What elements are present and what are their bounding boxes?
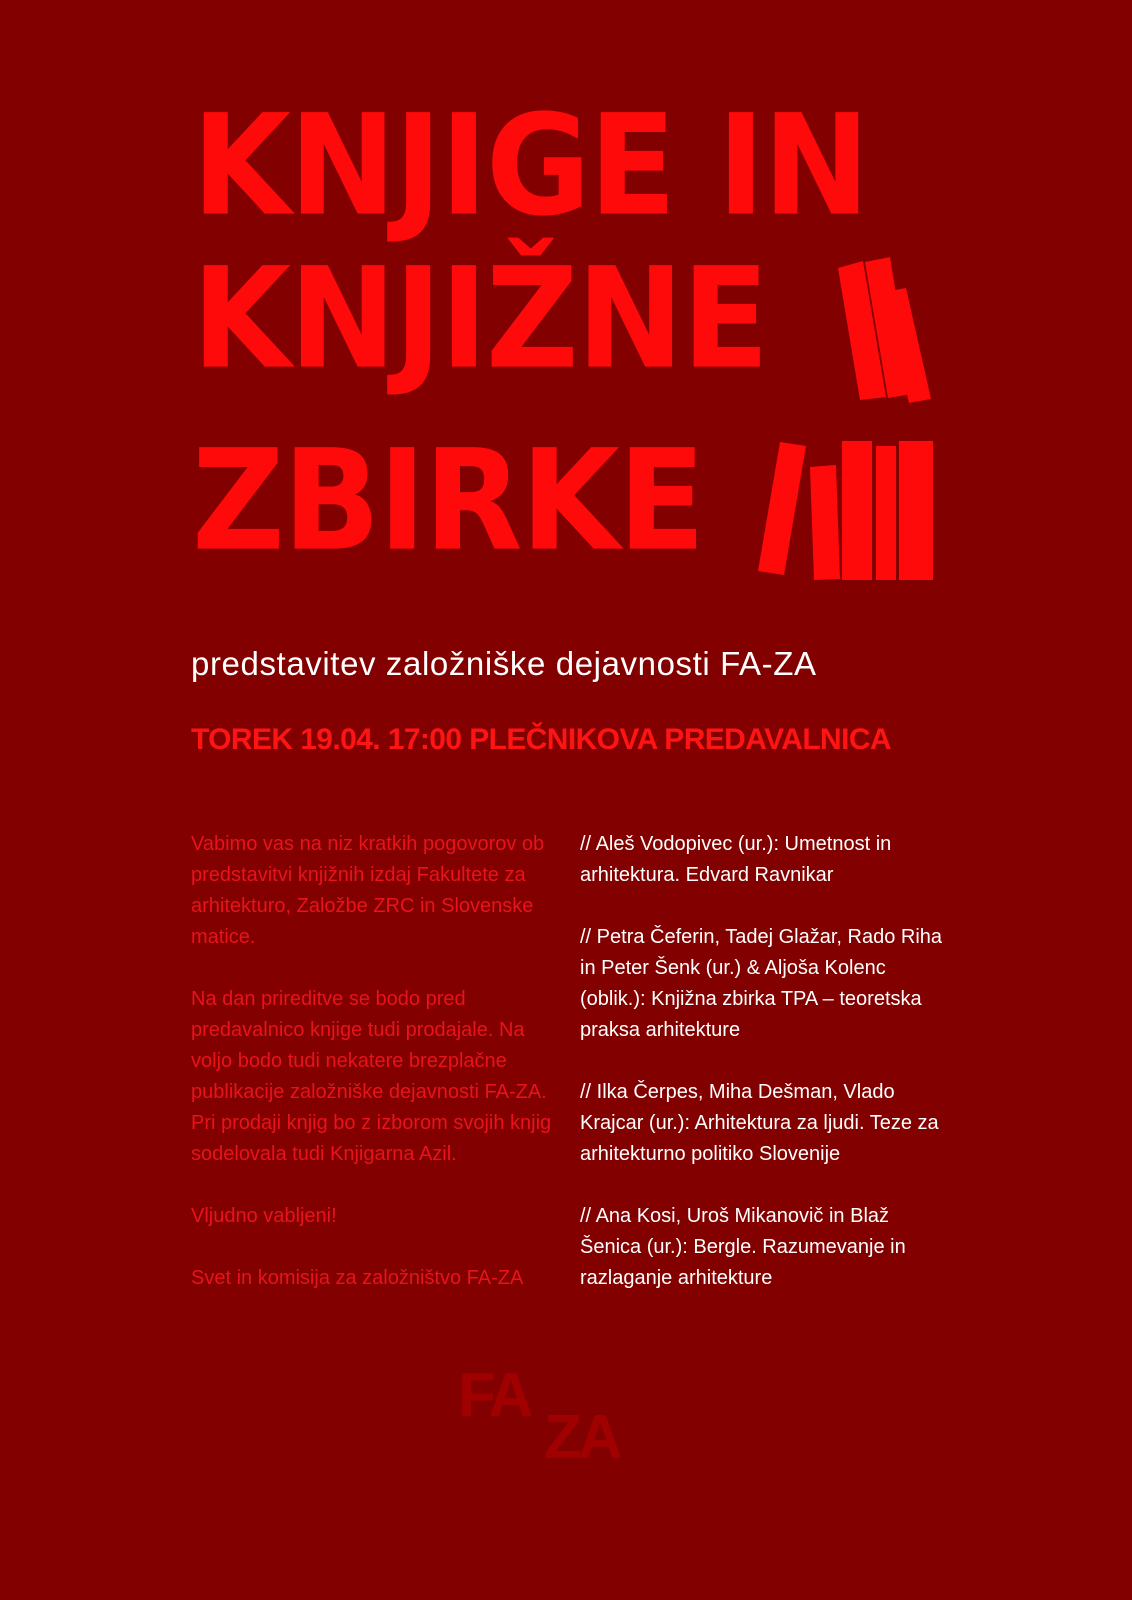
- book-entry: // Ana Kosi, Uroš Mikanovič in Blaž Šenica (ur.): Bergle. Razumevanje in razlaganje arhitekture: [580, 1205, 906, 1289]
- book-icon: [810, 465, 840, 580]
- subtitle: predstavitev založniške dejavnosti FA-ZA: [191, 645, 817, 682]
- intro-paragraph: Na dan prireditve se bodo pred predavalnico knjige tudi prodajale. Na voljo bodo tudi nekatere brezplačne publikacije založniške dejavnosti FA-ZA. Pri prodaji knjig bo z izborom svojih knjig sodelovala tudi Knjigarna Azil.: [191, 988, 552, 1165]
- book-icon: [884, 288, 931, 403]
- intro-signature: Svet in komisija za založništvo FA-ZA: [191, 1267, 524, 1289]
- logo-fa: FA: [458, 1361, 530, 1430]
- intro-paragraph: Vabimo vas na niz kratkih pogovorov ob predstavitvi knjižnih izdaj Fakultete za arhitekturo, Založbe ZRC in Slovenske matice.: [191, 833, 545, 948]
- book-entry: // Ilka Čerpes, Miha Dešman, Vlado Krajcar (ur.): Arhitektura za ljudi. Teze za arhitekturno politiko Slovenije: [580, 1081, 939, 1165]
- book-entry: // Petra Čeferin, Tadej Glažar, Rado Riha in Peter Šenk (ur.) & Aljoša Kolenc (oblik.): Knjižna zbirka TPA – teoretska praksa arhitekture: [580, 926, 943, 1041]
- logo-za: ZA: [544, 1403, 619, 1472]
- faza-logo: [458, 1360, 678, 1480]
- book-icon: [876, 446, 896, 580]
- book-icon: [842, 441, 872, 580]
- book-list: [580, 829, 950, 1325]
- book-icon: [899, 441, 933, 580]
- intro-text: [191, 829, 571, 1325]
- title-line-1: KNJIGE IN: [192, 85, 869, 247]
- book-entry: // Aleš Vodopivec (ur.): Umetnost in arhitektura. Edvard Ravnikar: [580, 833, 892, 886]
- intro-greeting: Vljudno vabljeni!: [191, 1205, 337, 1227]
- event-info: TOREK 19.04. 17:00 PLEČNIKOVA PREDAVALNICA: [191, 723, 891, 756]
- title-line-3: ZBIRKE: [192, 420, 704, 582]
- book-icon: [865, 257, 912, 398]
- book-icon: [758, 442, 806, 575]
- book-icon: [838, 261, 886, 400]
- title-line-2: KNJIŽNE: [192, 238, 768, 400]
